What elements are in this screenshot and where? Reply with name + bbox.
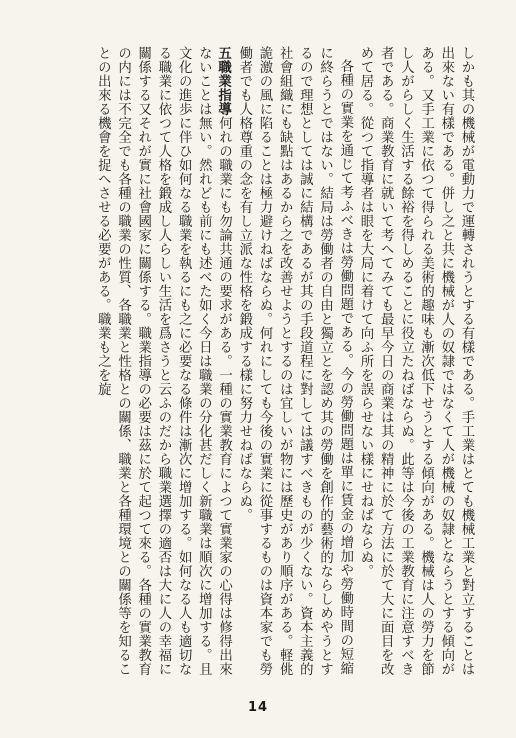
paragraph-labor-problem: 各種の實業を通じて考ふべきは勞働問題である。今の勞働問題は單に賃金の增加や勞働時間の短縮に終らうとではない。結局は勞働者の自由と獨立とを認め其の勞働を創作的藝術的ならしめやうとするので理想としては誠に結構であるが其の手段道程に對しては議すべきものが少くない。資本主義的社會組織にも缺點はあるから之を改善せようとするのは宜しいが物には歷史があり順序がある。軽佻詭激の風に陷ることは極力避けねばならぬ。何れにしても今後の實業に從事するものは資本家でも勞働者でも人格尊重の念を有し立派な性格を鍛成する樣に努力せねばならぬ。 bbox=[236, 46, 353, 676]
section-vocational-guidance bbox=[92, 46, 233, 676]
vertical-text-body bbox=[40, 46, 476, 676]
page-number: 14 bbox=[247, 700, 269, 715]
section-body-text: 何れの職業にも勿論共通の要求がある。一種の實業教育によつて實業家の心得は修得出來ないことは無い。然れども前にも述べた如く今日は職業の分化甚だしく新職業は順次に增加する。且文化の進歩に伴ひ如何なる職業を執るにも之に必要なる條件は漸次に增加する。如何なる人も適切なる職業に依つて人格を鍛成し人らしい生活を爲さうと云ふのだから職業選擇の適否は大に人の幸福に關係する又それが實に社會國家に關係する。職業指導の必要は茲に於て起つて來る。各種の實業教育の内には不完全でも各種の職業の性質、各職業と性格との關係、職業と各種環境との關係等を知ることの出來る機會を捉へさせる必要がある。職業も之を旋 bbox=[95, 46, 232, 676]
paragraph-continuation: しかも其の機械が電動力で運轉されうとする有樣である。手工業はとても機械工業と對立することは出來ない有樣である。併し之と共に機械が人の奴隷ではなくて人が機械の奴隷とならうとする傾向がある。又手工業に依つて得られる美術的趣味も漸次低下せうとする傾向がある。機械は人の勞力を節し人がらしく生活する餘裕を得しめることに役立たねばならぬ。此等は今後の工業教育に注意すべき者である。商業教育に就いて考へてみても最早今日の商業は其の精神に於て方法に於て大に面目を改めて居る。從つて指導者は眼を大局に着けて向ふ所を誤らせない樣にせねばならぬ。 bbox=[357, 46, 474, 676]
section-number: 五 bbox=[215, 46, 232, 60]
section-title: 職業指導 bbox=[215, 60, 232, 116]
